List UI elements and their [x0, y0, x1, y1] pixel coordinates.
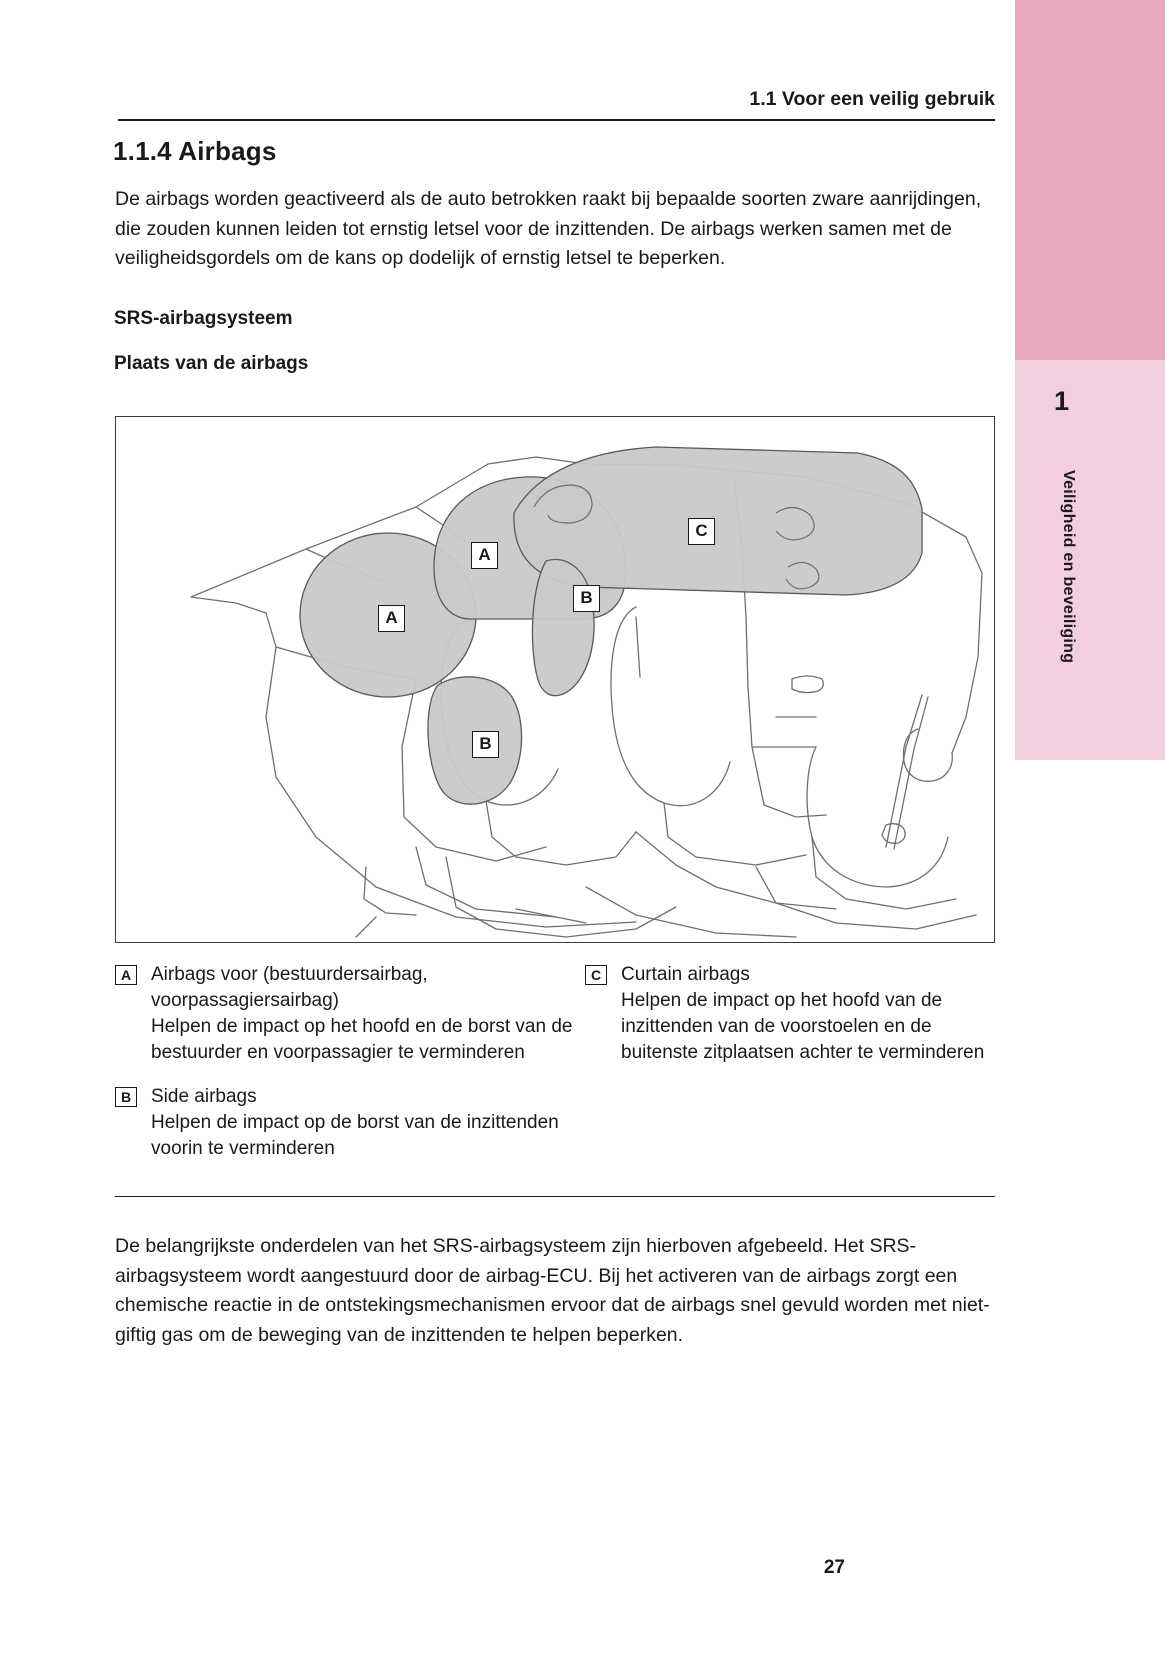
- legend-badge-a: A: [115, 965, 137, 985]
- legend-item-a: [115, 962, 575, 1066]
- chapter-tab-primary: [1015, 0, 1165, 360]
- figure-callout-a-passenger: A: [471, 542, 498, 569]
- legend-desc-c: Helpen de impact op het hoofd van de inzittenden van de voorstoelen en de buitenste zitplaatsen achter te verminderen: [621, 990, 985, 1063]
- subheading-srs: SRS-airbagsysteem: [114, 308, 293, 329]
- car-interior-illustration: [116, 417, 994, 942]
- legend-item-c: [585, 962, 995, 1066]
- chapter-number: 1: [1053, 386, 1069, 416]
- legend-title-c: Curtain airbags: [621, 964, 750, 985]
- side-tab-strip: [1015, 0, 1165, 1653]
- figure-legend: [115, 962, 995, 1192]
- closing-paragraph: De belangrijkste onderdelen van het SRS-airbagsysteem zijn hierboven afgebeeld. Het SRS-airbagsysteem wordt aangestuurd door de airbag-ECU. Bij het activeren van de airbags zorgt een chemische reactie in de ontstekingsmechanismen ervoor dat de airbags snel gevuld worden met niet-giftig gas om de beweging van de inzittenden te helpen beperken.: [115, 1235, 990, 1346]
- page-title: 1.1.4 Airbags: [113, 136, 277, 166]
- page-number: 27: [823, 1557, 845, 1578]
- legend-title-a: Airbags voor (bestuurdersairbag, voorpassagiersairbag): [151, 964, 428, 1011]
- figure-callout-b-upper: B: [573, 585, 600, 612]
- legend-column-right: [585, 962, 995, 1084]
- legend-divider: [115, 1196, 995, 1197]
- legend-badge-c: C: [585, 965, 607, 985]
- subheading-locations: Plaats van de airbags: [114, 353, 309, 374]
- legend-badge-b: B: [115, 1087, 137, 1107]
- figure-callout-b-lower: B: [472, 731, 499, 758]
- figure-callout-a-driver: A: [378, 605, 405, 632]
- chapter-label: Veiligheid en beveiliging: [1060, 470, 1077, 664]
- figure-callout-c-curtain: C: [688, 518, 715, 545]
- legend-title-b: Side airbags: [151, 1086, 257, 1107]
- chapter-tab-secondary: [1015, 360, 1165, 760]
- airbag-location-figure: [115, 416, 995, 943]
- legend-desc-b: Helpen de impact op de borst van de inzittenden voorin te verminderen: [151, 1112, 559, 1159]
- running-head: 1.1 Voor een veilig gebruik: [118, 88, 995, 121]
- intro-paragraph: De airbags worden geactiveerd als de auto betrokken raakt bij bepaalde soorten zware aanrijdingen, die zouden kunnen leiden tot ernstig letsel voor de inzittenden. De airbags werken samen met de veiligheidsgordels om de kans op dodelijk of ernstig letsel te beperken.: [115, 188, 982, 269]
- legend-column-left: [115, 962, 575, 1180]
- legend-item-b: [115, 1084, 575, 1162]
- legend-desc-a: Helpen de impact op het hoofd en de borst van de bestuurder en voorpassagier te verminderen: [151, 1016, 573, 1063]
